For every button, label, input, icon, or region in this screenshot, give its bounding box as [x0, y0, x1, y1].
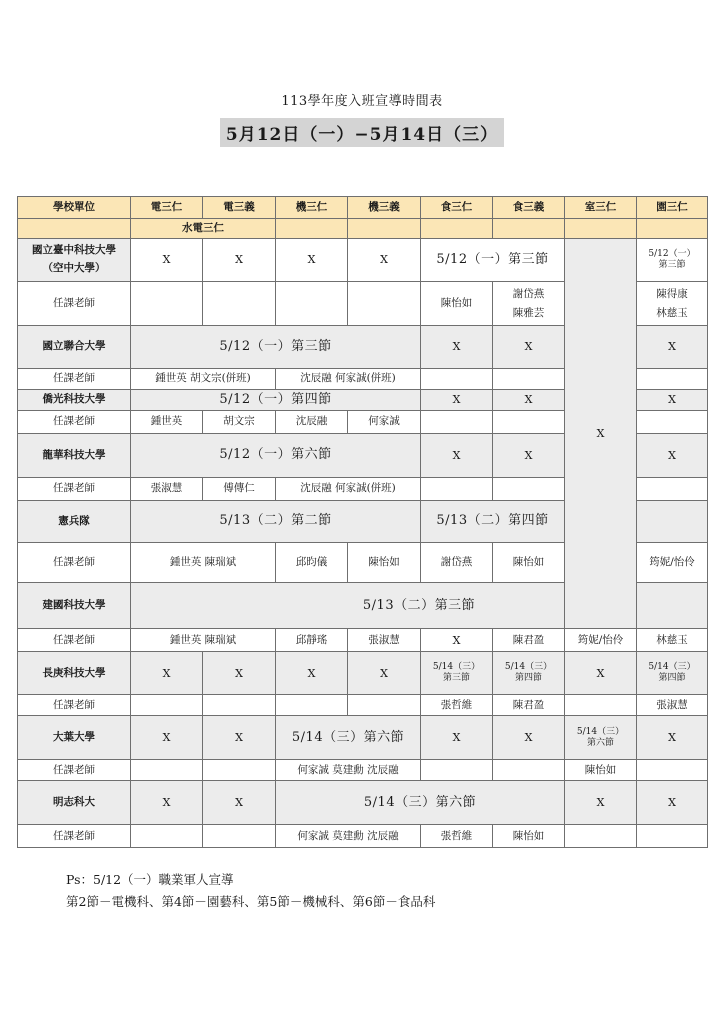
session-slot: 5/13（二）第三節 — [131, 583, 708, 629]
table-cell — [637, 501, 708, 543]
school-name-main: 國立臺中科技大學 — [32, 244, 116, 257]
table-cell: X — [131, 652, 203, 695]
teacher-cell: 陳怡如 — [565, 760, 637, 781]
session-slot: 5/12（一）第六節 — [131, 434, 421, 478]
slot-date: 5/14（三） — [504, 662, 553, 673]
table-cell — [565, 695, 637, 716]
table-header-row — [18, 197, 708, 219]
table-cell: X — [493, 390, 565, 411]
school-name: 長庚科技大學 — [18, 652, 131, 695]
table-cell — [637, 825, 708, 848]
ps-note-line-2: 第2節－電機科、第4節－園藝科、第5節－機械科、第6節－食品科 — [66, 894, 436, 909]
table-cell — [421, 760, 493, 781]
table-row — [18, 781, 708, 825]
teacher-label: 任課老師 — [18, 478, 131, 501]
session-slot: 5/12（一）第三節 — [421, 239, 565, 282]
school-name: 國立聯合大學 — [18, 326, 131, 369]
table-cell: X — [203, 239, 276, 282]
teacher-cell: 張哲維 — [421, 695, 493, 716]
table-cell: X — [131, 716, 203, 760]
table-cell — [637, 369, 708, 390]
table-cell: X — [637, 781, 708, 825]
school-name: 憲兵隊 — [18, 501, 131, 543]
teacher-cell: 筠妮/怡伶 — [565, 629, 637, 652]
table-row — [18, 583, 708, 629]
teacher-name: 謝岱燕 — [512, 287, 545, 300]
teacher-cell: 張淑慧 — [348, 629, 421, 652]
table-cell — [493, 760, 565, 781]
table-row — [18, 760, 708, 781]
header-blank — [348, 219, 421, 239]
table-cell: X — [493, 326, 565, 369]
school-name: 大葉大學 — [18, 716, 131, 760]
teacher-cell: 鍾世英 陳瑞斌 — [131, 543, 276, 583]
teacher-cell: 沈辰融 — [276, 411, 348, 434]
header-class: 機三仁 — [276, 197, 348, 219]
header-class: 園三仁 — [637, 197, 708, 219]
header-class: 機三義 — [348, 197, 421, 219]
table-cell — [203, 282, 276, 326]
table-cell: X — [131, 781, 203, 825]
teacher-cell: 鍾世英 陳瑞斌 — [131, 629, 276, 652]
session-slot-small — [565, 716, 637, 760]
teacher-cell: 鍾世英 胡文宗(併班) — [131, 369, 276, 390]
table-cell: X — [203, 716, 276, 760]
teacher-cell: 何家誠 — [348, 411, 421, 434]
teacher-cell: 陳怡如 — [421, 282, 493, 326]
teacher-cell — [637, 282, 708, 326]
table-cell — [348, 695, 421, 716]
table-cell — [276, 695, 348, 716]
teacher-label: 任課老師 — [18, 760, 131, 781]
table-cell: X — [131, 239, 203, 282]
teacher-cell: 鍾世英 — [131, 411, 203, 434]
teacher-cell: 邱靜瑤 — [276, 629, 348, 652]
teacher-cell: 筠妮/怡伶 — [637, 543, 708, 583]
table-cell: X — [421, 716, 493, 760]
slot-date: 5/14（三） — [432, 662, 481, 673]
teacher-cell: 陳君盈 — [493, 629, 565, 652]
table-cell: X — [421, 629, 493, 652]
header-class: 食三義 — [493, 197, 565, 219]
table-cell: X — [276, 239, 348, 282]
slot-date: 5/14（三） — [648, 662, 696, 673]
teacher-cell: 何家誠 莫建勳 沈辰融 — [276, 760, 421, 781]
table-cell — [131, 695, 203, 716]
header-sub-class: 水電三仁 — [131, 219, 276, 239]
table-cell — [493, 478, 565, 501]
table-cell — [421, 369, 493, 390]
table-cell — [493, 411, 565, 434]
table-cell: X — [637, 390, 708, 411]
table-cell — [276, 282, 348, 326]
header-blank — [276, 219, 348, 239]
teacher-name: 林慈玉 — [656, 306, 688, 319]
table-subheader-row — [18, 219, 708, 239]
slot-date: 5/14（三） — [576, 726, 625, 737]
table-cell: X — [637, 434, 708, 478]
table-cell: X — [203, 781, 276, 825]
session-slot-small — [493, 652, 565, 695]
teacher-cell: 林慈玉 — [637, 629, 708, 652]
teacher-cell: 張淑慧 — [637, 695, 708, 716]
header-blank — [493, 219, 565, 239]
teacher-name: 陳得康 — [656, 287, 688, 300]
header-class: 食三仁 — [421, 197, 493, 219]
teacher-cell: 陳怡如 — [348, 543, 421, 583]
table-cell — [203, 825, 276, 848]
slot-date: 5/12（一） — [648, 248, 696, 259]
header-blank — [18, 219, 131, 239]
table-cell: X — [276, 652, 348, 695]
teacher-cell: 沈辰融 何家誠(併班) — [276, 478, 421, 501]
slot-period: 第四節 — [514, 673, 542, 684]
teacher-cell: 張哲維 — [421, 825, 493, 848]
teacher-label: 任課老師 — [18, 543, 131, 583]
date-range: 5月12日（一）−5月14日（三） — [220, 118, 504, 147]
session-slot-small — [637, 652, 708, 695]
school-name-sub: （空中大學） — [42, 262, 106, 274]
table-cell — [421, 411, 493, 434]
teacher-cell: 傅傳仁 — [203, 478, 276, 501]
slot-period: 第四節 — [658, 673, 686, 684]
table-row — [18, 695, 708, 716]
table-cell — [637, 411, 708, 434]
school-name — [18, 239, 131, 282]
table-cell: X — [421, 390, 493, 411]
table-cell — [637, 478, 708, 501]
date-range-wrapper — [0, 118, 724, 147]
table-cell: X — [493, 434, 565, 478]
teacher-label: 任課老師 — [18, 411, 131, 434]
teacher-cell: 張淑慧 — [131, 478, 203, 501]
teacher-cell: 胡文宗 — [203, 411, 276, 434]
teacher-cell: 陳怡如 — [493, 825, 565, 848]
table-cell: X — [637, 326, 708, 369]
table-cell — [421, 478, 493, 501]
table-cell: X — [421, 326, 493, 369]
table-cell — [131, 760, 203, 781]
table-cell: X — [565, 239, 637, 629]
table-cell — [493, 369, 565, 390]
table-cell: X — [348, 652, 421, 695]
header-blank — [565, 219, 637, 239]
teacher-cell: 陳君盈 — [493, 695, 565, 716]
table-cell: X — [637, 716, 708, 760]
slot-period: 第三節 — [658, 260, 686, 270]
ps-note-line-1: Ps：5/12（一）職業軍人宣導 — [66, 872, 234, 887]
table-cell: X — [565, 781, 637, 825]
school-name: 龍華科技大學 — [18, 434, 131, 478]
header-blank — [637, 219, 708, 239]
table-row — [18, 652, 708, 695]
header-blank — [421, 219, 493, 239]
table-cell: X — [203, 652, 276, 695]
session-slot-small — [421, 652, 493, 695]
session-slot: 5/12（一）第三節 — [131, 326, 421, 369]
school-name: 明志科大 — [18, 781, 131, 825]
school-name: 僑光科技大學 — [18, 390, 131, 411]
table-cell: X — [565, 652, 637, 695]
table-cell — [131, 825, 203, 848]
teacher-cell: 謝岱燕 — [421, 543, 493, 583]
teacher-cell — [493, 282, 565, 326]
teacher-label: 任課老師 — [18, 695, 131, 716]
table-cell — [348, 282, 421, 326]
document-title: 113學年度入班宣導時間表 — [281, 94, 443, 109]
table-row — [18, 716, 708, 760]
table-cell — [203, 695, 276, 716]
table-row — [18, 629, 708, 652]
teacher-label: 任課老師 — [18, 629, 131, 652]
teacher-name: 陳雅芸 — [512, 306, 545, 319]
session-slot: 5/14（三）第六節 — [276, 716, 421, 760]
teacher-label: 任課老師 — [18, 369, 131, 390]
session-slot: 5/12（一）第四節 — [131, 390, 421, 411]
session-slot: 5/13（二）第二節 — [131, 501, 421, 543]
session-slot: 5/14（三）第六節 — [276, 781, 565, 825]
school-name: 建國科技大學 — [18, 583, 131, 629]
table-cell — [637, 760, 708, 781]
header-class: 電三仁 — [131, 197, 203, 219]
header-class: 電三義 — [203, 197, 276, 219]
header-class: 室三仁 — [565, 197, 637, 219]
table-row — [18, 239, 708, 282]
table-cell — [203, 760, 276, 781]
table-cell: X — [348, 239, 421, 282]
slot-period: 第三節 — [442, 673, 470, 684]
teacher-label: 任課老師 — [18, 282, 131, 326]
teacher-cell: 何家誠 莫建勳 沈辰融 — [276, 825, 421, 848]
teacher-label: 任課老師 — [18, 825, 131, 848]
teacher-cell: 沈辰融 何家誠(併班) — [276, 369, 421, 390]
table-cell: X — [493, 716, 565, 760]
header-unit: 學校單位 — [18, 197, 131, 219]
table-cell — [131, 282, 203, 326]
table-cell — [565, 825, 637, 848]
table-cell: X — [421, 434, 493, 478]
teacher-cell: 邱昀儀 — [276, 543, 348, 583]
table-row — [18, 825, 708, 848]
schedule-table — [17, 196, 708, 848]
slot-period: 第六節 — [586, 737, 614, 748]
teacher-cell: 陳怡如 — [493, 543, 565, 583]
session-slot: 5/13（二）第四節 — [421, 501, 565, 543]
session-slot-small — [637, 239, 708, 282]
